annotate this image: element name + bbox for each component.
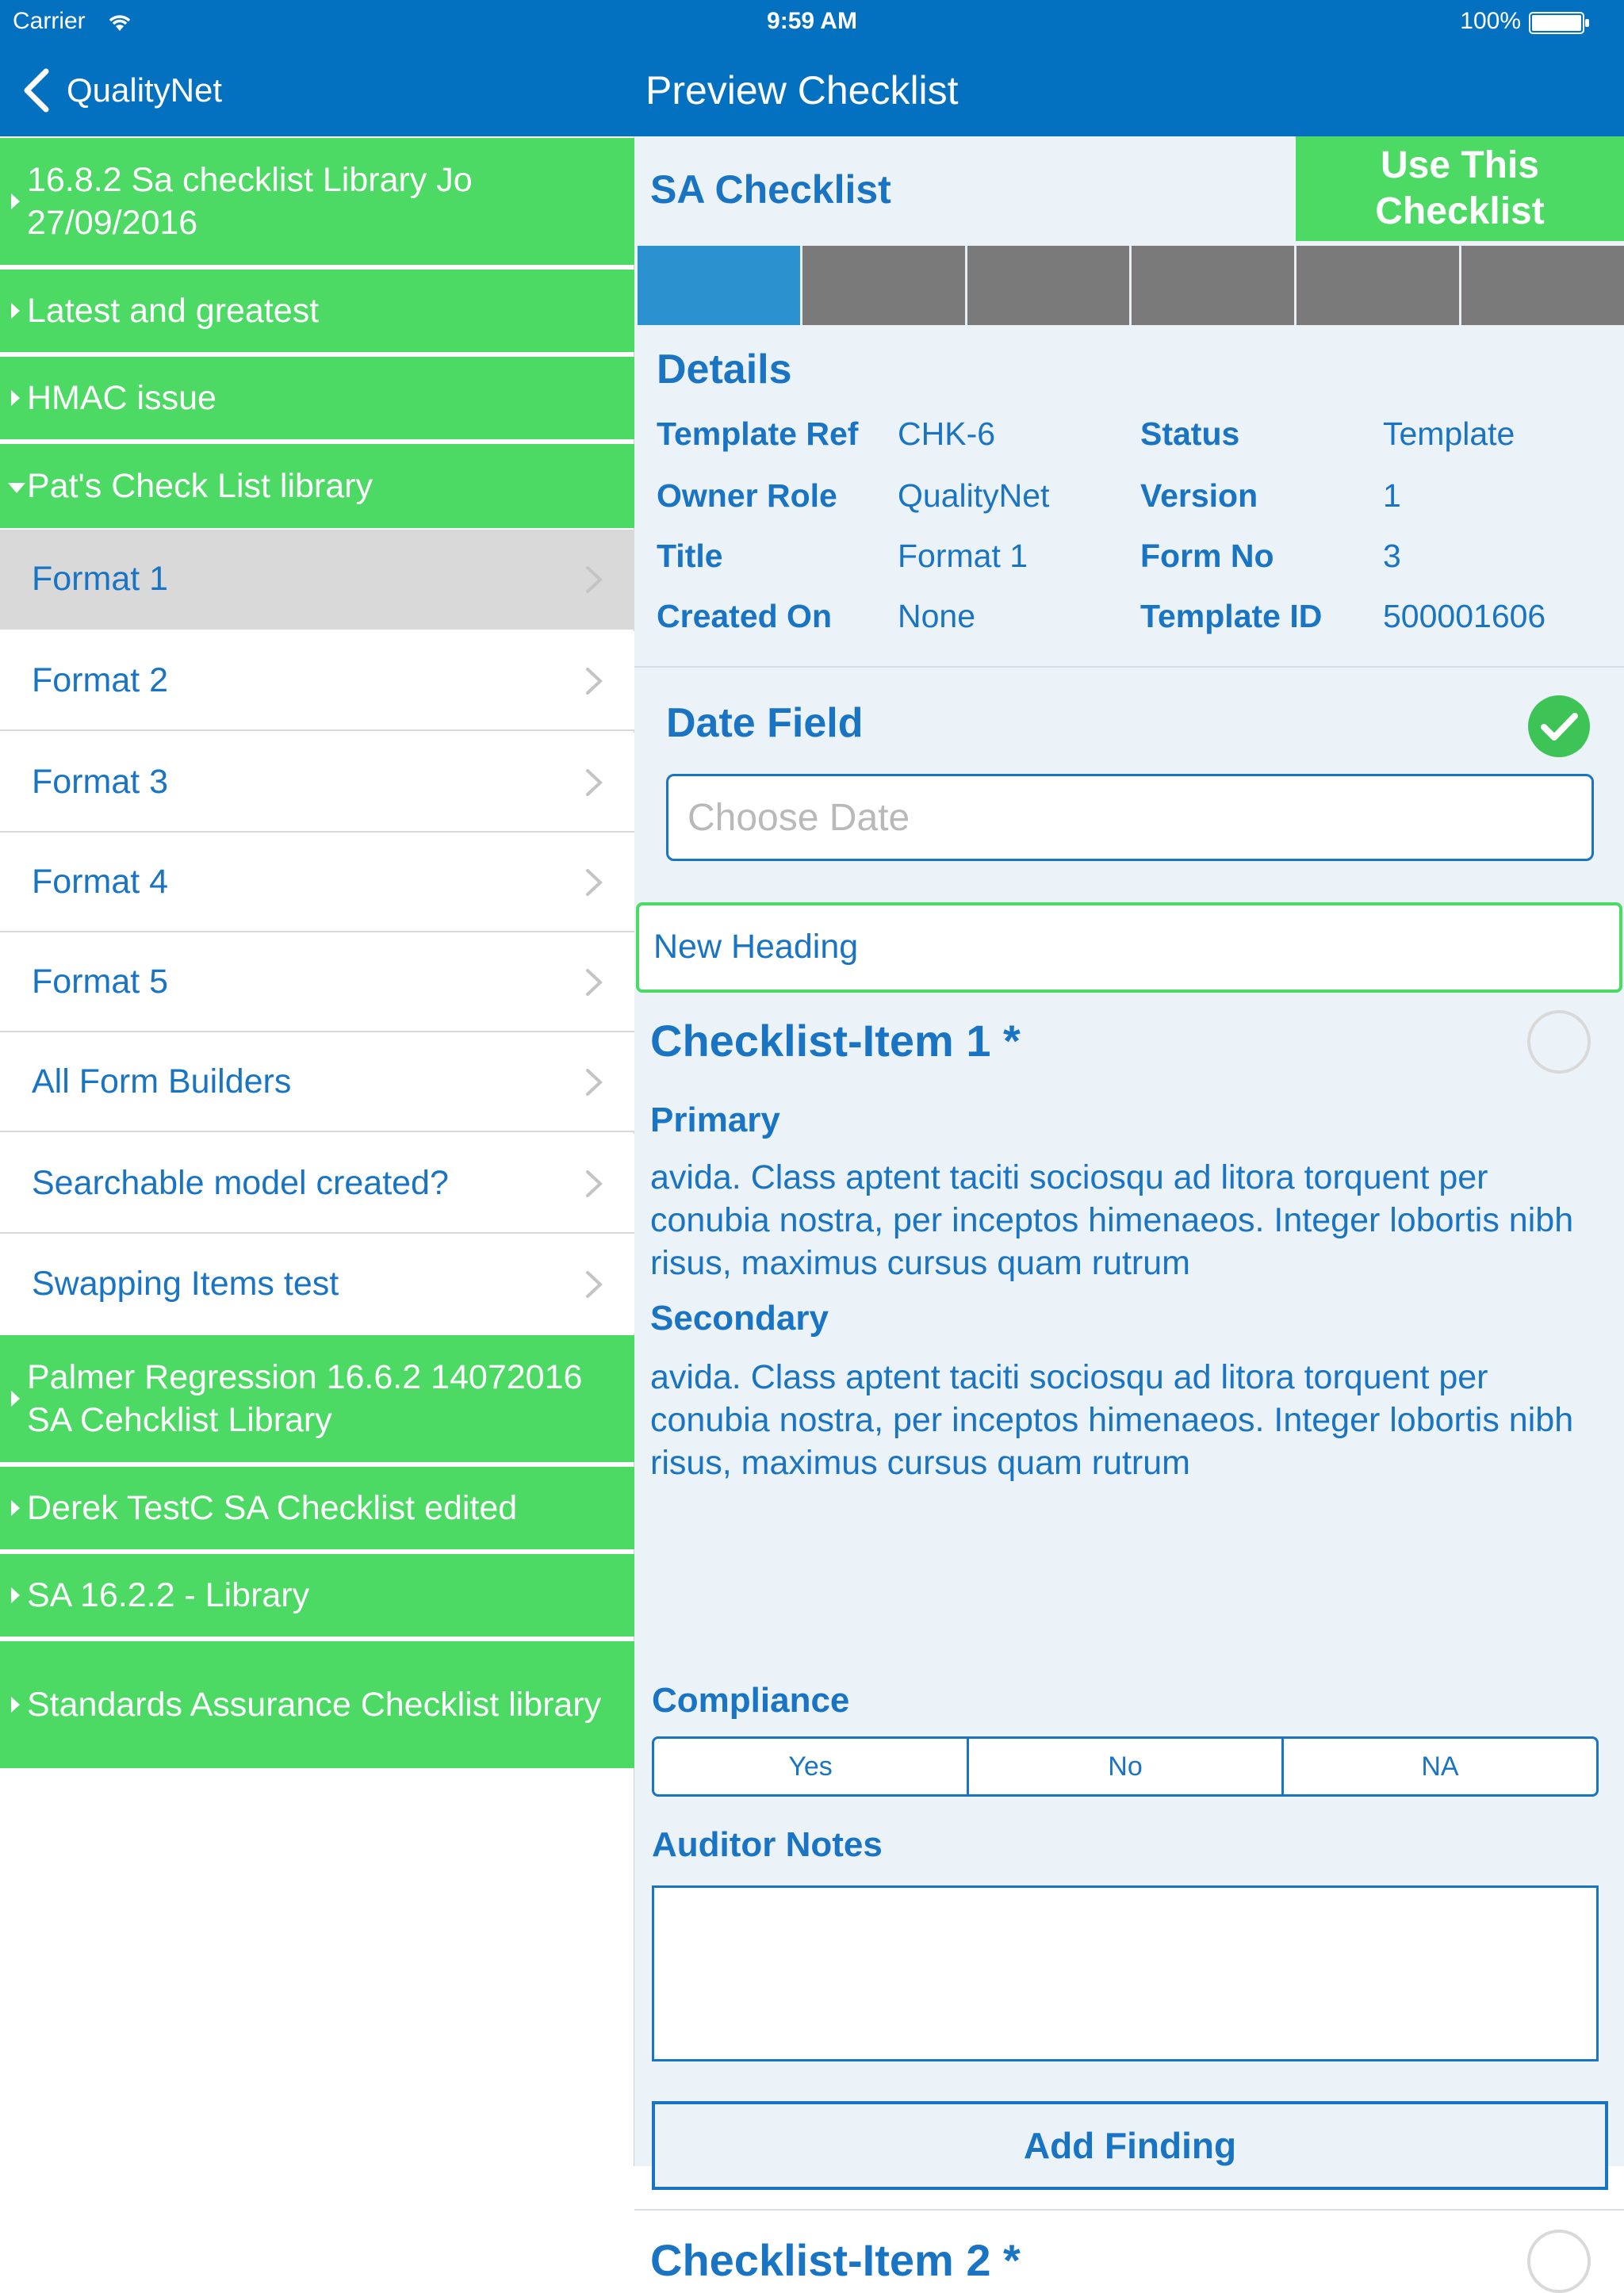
section-tab-6[interactable]	[1461, 246, 1624, 325]
disclosure-right-icon	[11, 1500, 20, 1516]
library-item[interactable]	[0, 138, 634, 265]
new-heading-field[interactable]: New Heading	[636, 902, 1622, 993]
clock: 9:59 AM	[767, 8, 857, 34]
item-complete-radio[interactable]	[1527, 2230, 1591, 2293]
library-sidebar	[0, 136, 634, 2166]
disclosure-right-icon	[11, 1391, 20, 1407]
section-tab-3[interactable]	[967, 246, 1132, 325]
chevron-right-icon	[585, 565, 603, 594]
detail-value: None	[898, 598, 976, 634]
disclosure-right-icon	[11, 303, 20, 319]
app-header	[0, 0, 1624, 136]
library-item[interactable]	[0, 1467, 634, 1549]
primary-text: avida. Class aptent taciti sociosqu ad litora torquent per conubia nostra, per inceptos himenaeos. Integer lobortis nibh risus, maximus cursus quam rutrum	[650, 1158, 1574, 1282]
format-item-searchable-model[interactable]	[0, 1134, 634, 1234]
format-item-4[interactable]	[0, 833, 634, 932]
compliance-no-option[interactable]: No	[969, 1739, 1284, 1794]
library-item[interactable]	[0, 357, 634, 439]
format-item-swapping-items[interactable]	[0, 1234, 634, 1334]
format-label: Format 4	[32, 862, 169, 901]
battery-icon	[1529, 11, 1592, 35]
item-complete-radio[interactable]	[1527, 1010, 1591, 1074]
section-tabs	[638, 246, 1624, 325]
format-label: Format 1	[32, 559, 169, 598]
detail-value: CHK-6	[898, 415, 996, 452]
back-button[interactable]	[22, 65, 222, 116]
format-label: Format 2	[32, 660, 169, 699]
chevron-right-icon	[585, 667, 603, 695]
library-label: Pat's Check List library	[27, 467, 373, 505]
disclosure-right-icon	[11, 390, 20, 406]
detail-key: Template Ref	[657, 415, 859, 452]
library-item[interactable]	[0, 270, 634, 352]
format-item-all-form-builders[interactable]	[0, 1032, 634, 1132]
chevron-right-icon	[585, 868, 603, 897]
compliance-segmented-control	[652, 1736, 1599, 1797]
library-label: 16.8.2 Sa checklist Library Jo 27/09/2016	[27, 161, 473, 242]
disclosure-right-icon	[11, 1697, 20, 1713]
chevron-right-icon	[585, 1169, 603, 1198]
library-item[interactable]	[0, 1554, 634, 1636]
checklist-title: SA Checklist	[650, 167, 891, 212]
format-item-3[interactable]	[0, 733, 634, 833]
primary-label: Primary	[650, 1101, 780, 1139]
format-label: All Form Builders	[32, 1062, 292, 1101]
library-label: Palmer Regression 16.6.2 14072016 SA Cehcklist Library	[27, 1358, 583, 1439]
detail-key: Title	[657, 538, 723, 574]
detail-key: Form No	[1140, 538, 1274, 574]
library-label: HMAC issue	[27, 379, 216, 417]
detail-value: 500001606	[1383, 598, 1546, 634]
library-item[interactable]	[0, 1641, 634, 1768]
checklist-item-title: Checklist-Item 1 *	[650, 1016, 1021, 1066]
library-label: SA 16.2.2 - Library	[27, 1576, 310, 1614]
detail-key: Owner Role	[657, 477, 837, 514]
format-label: Searchable model created?	[32, 1163, 449, 1202]
detail-key: Version	[1140, 477, 1258, 514]
library-label: Derek TestC SA Checklist edited	[27, 1489, 518, 1527]
detail-value: Template	[1383, 415, 1515, 452]
secondary-label: Secondary	[650, 1299, 829, 1338]
status-bar	[0, 0, 1624, 44]
use-this-checklist-button[interactable]: Use This Checklist	[1296, 136, 1624, 241]
chevron-right-icon	[585, 1068, 603, 1097]
disclosure-right-icon	[11, 193, 20, 209]
chevron-right-icon	[585, 768, 603, 797]
section-tab-2[interactable]	[802, 246, 967, 325]
format-item-1[interactable]	[0, 530, 634, 630]
detail-value: QualityNet	[898, 477, 1050, 514]
date-field-label: Date Field	[666, 700, 864, 746]
back-label: QualityNet	[67, 71, 223, 109]
carrier-label: Carrier	[13, 8, 86, 34]
auditor-notes-label: Auditor Notes	[652, 1825, 883, 1864]
library-label: Standards Assurance Checklist library	[27, 1686, 602, 1724]
battery-percent: 100%	[1460, 8, 1521, 34]
auditor-notes-input[interactable]	[652, 1885, 1599, 2061]
checklist-preview	[634, 136, 1624, 2285]
disclosure-right-icon	[11, 1587, 20, 1603]
section-tab-4[interactable]	[1132, 246, 1297, 325]
checklist-item-title: Checklist-Item 2 *	[650, 2235, 1021, 2285]
date-input[interactable]	[666, 774, 1594, 861]
library-item[interactable]	[0, 1335, 634, 1462]
format-item-5[interactable]	[0, 932, 634, 1032]
detail-value: Format 1	[898, 538, 1028, 574]
format-label: Format 3	[32, 762, 169, 801]
page-title: Preview Checklist	[645, 68, 959, 113]
section-tab-5[interactable]	[1297, 246, 1461, 325]
format-label: Swapping Items test	[32, 1264, 339, 1303]
divider	[634, 666, 1624, 668]
details-heading: Details	[657, 346, 792, 392]
compliance-label: Compliance	[652, 1681, 850, 1720]
format-item-2[interactable]	[0, 631, 634, 731]
disclosure-down-icon	[8, 483, 25, 493]
compliance-yes-option[interactable]: Yes	[654, 1739, 969, 1794]
divider	[634, 2209, 1624, 2211]
format-label: Format 5	[32, 962, 169, 1001]
add-finding-button[interactable]: Add Finding	[652, 2101, 1608, 2190]
compliance-na-option[interactable]: NA	[1421, 1751, 1459, 1782]
detail-value: 1	[1383, 477, 1401, 514]
chevron-right-icon	[585, 1270, 603, 1299]
detail-key: Status	[1140, 415, 1240, 452]
library-label: Latest and greatest	[27, 292, 320, 330]
section-tab-1[interactable]	[638, 246, 802, 325]
detail-key: Template ID	[1140, 598, 1323, 634]
chevron-left-icon	[22, 68, 51, 113]
library-item-expanded[interactable]	[0, 444, 634, 528]
secondary-text: avida. Class aptent taciti sociosqu ad litora torquent per conubia nostra, per inceptos himenaeos. Integer lobortis nibh risus, maximus cursus quam rutrum	[650, 1358, 1574, 1482]
detail-key: Created On	[657, 598, 832, 634]
check-circle-icon	[1527, 695, 1591, 758]
chevron-right-icon	[585, 968, 603, 997]
detail-value: 3	[1383, 538, 1401, 574]
